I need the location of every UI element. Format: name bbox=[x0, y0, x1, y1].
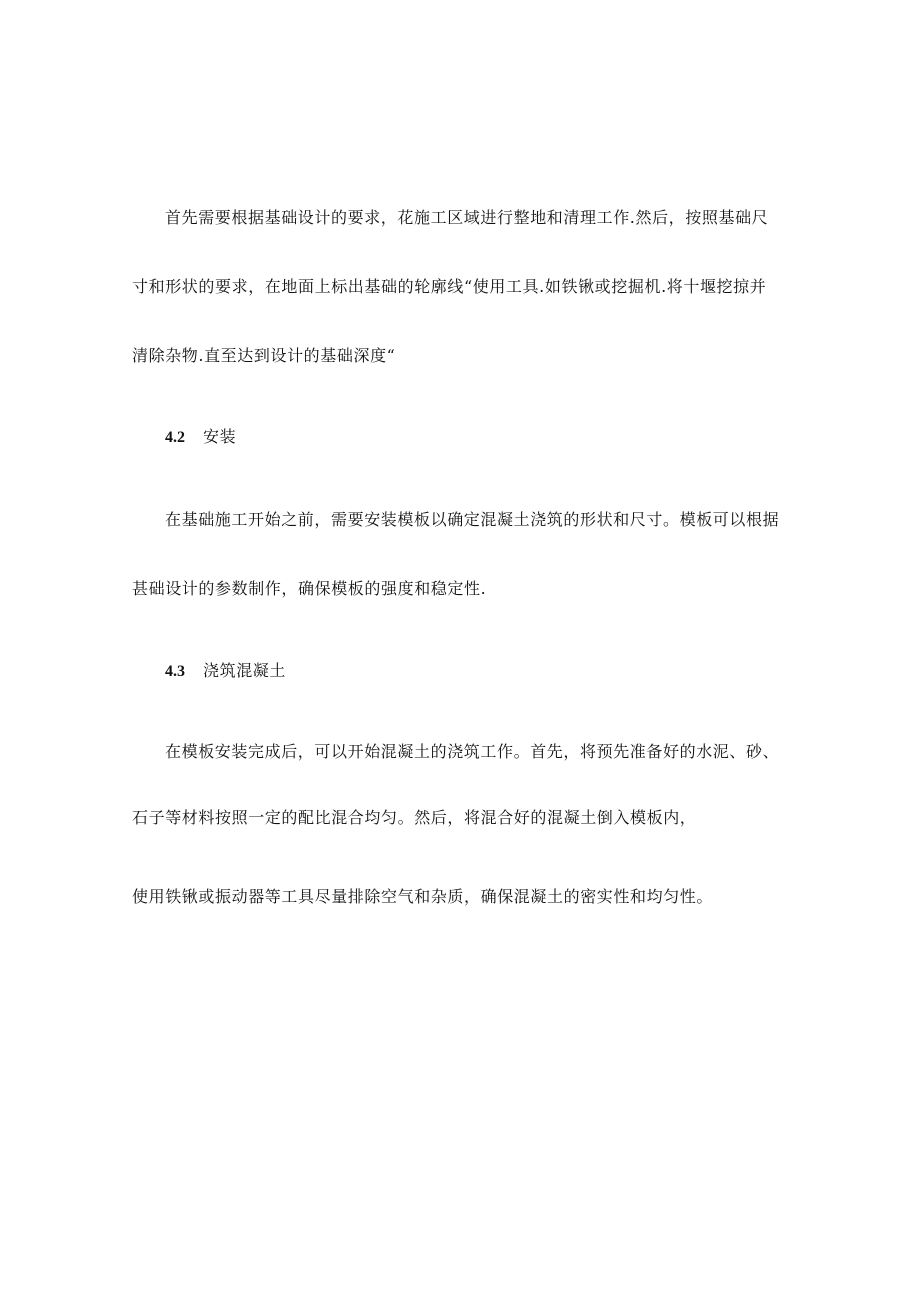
section-title: 浇筑混凝土 bbox=[203, 661, 287, 680]
paragraph-3-line-3: 使用铁锹或振动器等工具尽量排除空气和杂质，确保混凝土的密实性和均匀性。 bbox=[132, 887, 714, 906]
section-number: 4.3 bbox=[165, 663, 185, 680]
paragraph-2-line-1: 在基础施工开始之前，需要安装模板以确定混凝土浇筑的形状和尺寸。模板可以根据 bbox=[165, 510, 780, 529]
paragraph-3-line-2: 石子等材料按照一定的配比混合均匀。然后，将混合好的混凝土倒入模板内， bbox=[132, 808, 697, 827]
section-heading-4-2 bbox=[165, 427, 236, 448]
section-title: 安装 bbox=[203, 427, 237, 446]
paragraph-1-line-2: 寸和形状的要求，在地面上标出基础的轮廓线“使用工具.如铁锹或挖掘机.将十堰挖掠并 bbox=[132, 277, 767, 296]
paragraph-3-line-1: 在模板安装完成后，可以开始混凝土的浇筑工作。首先，将预先准备好的水泥、砂、 bbox=[165, 742, 780, 761]
paragraph-2-line-2: 甚础设计的参数制作，确保模板的强度和稳定性. bbox=[132, 579, 487, 598]
paragraph-1-line-1: 首先需要根据基础设计的要求，花施工区域进行整地和清理工作.然后，按照基础尺 bbox=[165, 208, 769, 227]
paragraph-1-line-3: 清除杂物.直至达到设计的基础深度“ bbox=[132, 346, 396, 365]
section-number: 4.2 bbox=[165, 429, 185, 446]
section-heading-4-3 bbox=[165, 661, 286, 682]
